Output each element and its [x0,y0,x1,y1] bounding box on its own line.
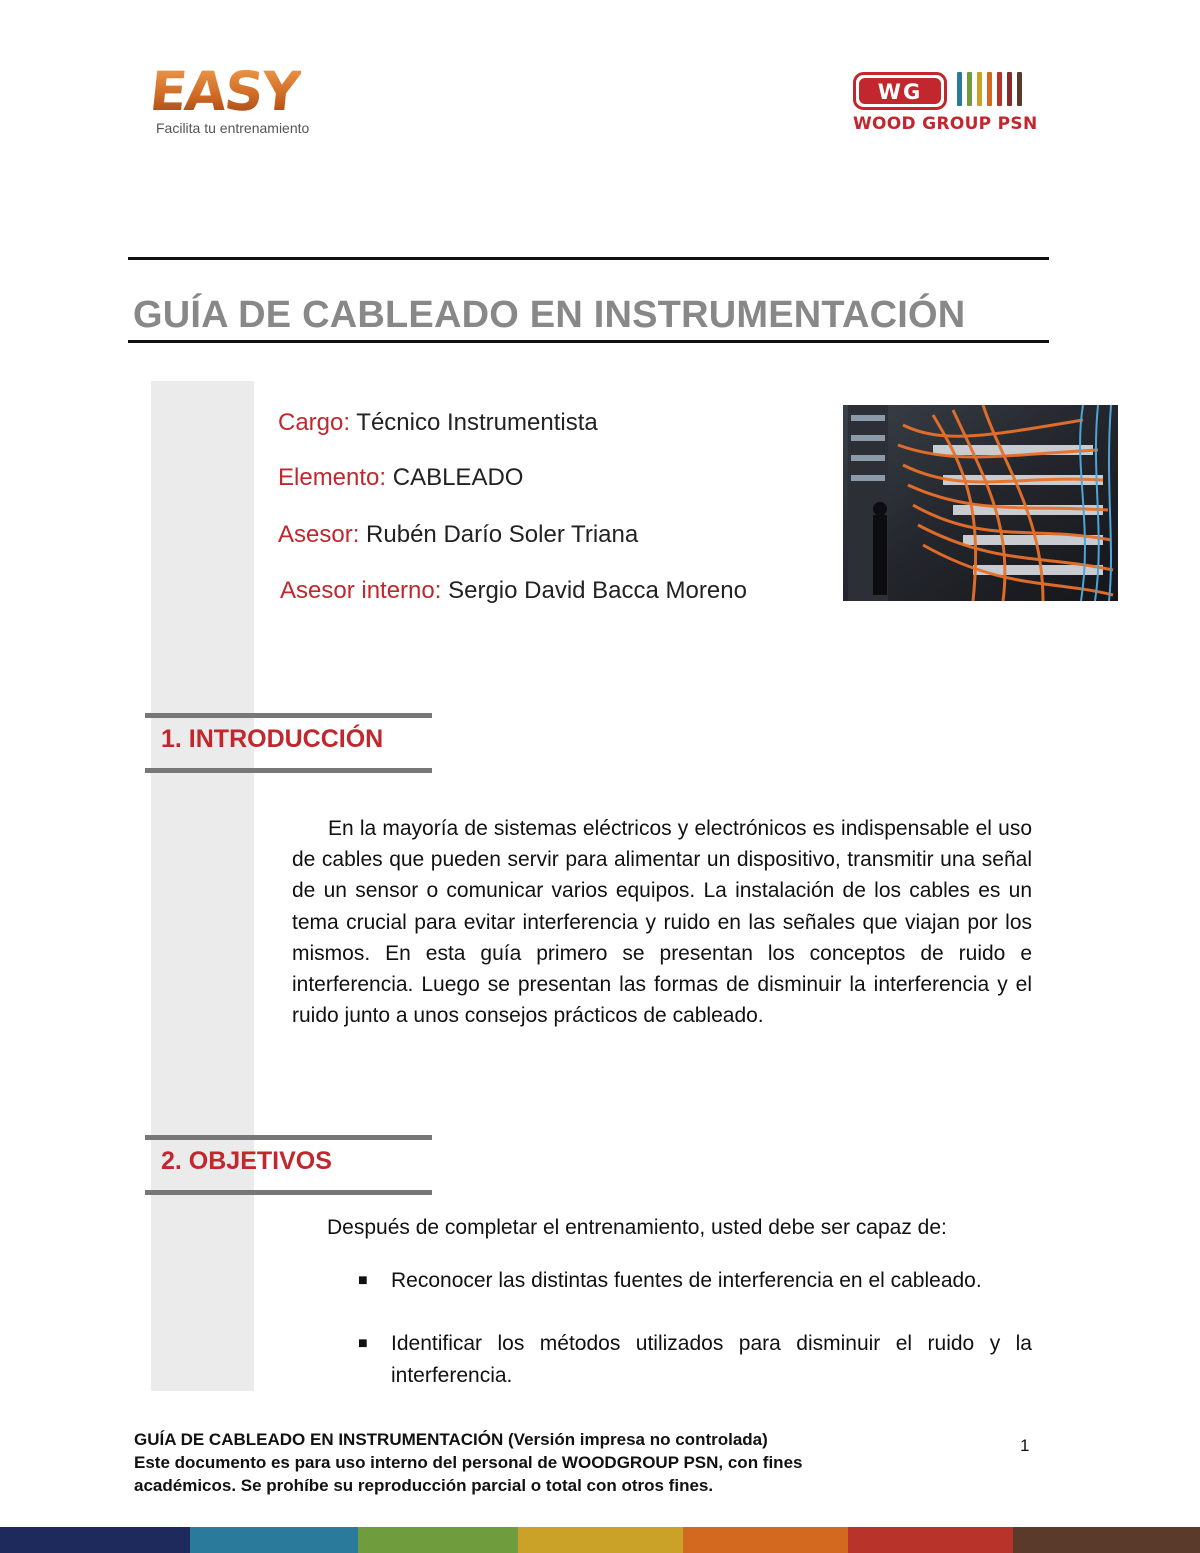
woodgroup-stripe [977,72,982,106]
meta-label: Cargo: [278,409,351,436]
footer-band-segment [0,1527,190,1553]
woodgroup-stripe [987,72,992,106]
meta-elemento [278,464,523,492]
meta-label: Asesor interno: [280,577,442,604]
objectives-rule-top [145,1135,432,1140]
meta-value: Rubén Darío Soler Triana [366,521,639,548]
objective-item [358,1328,1032,1391]
cabling-photo-image [843,405,1118,601]
easy-logo-tagline: Facilita tu entrenamiento [156,120,310,136]
title-rule-bottom [128,340,1049,343]
square-bullet-icon: ■ [358,1272,368,1289]
footer-band-segment [358,1527,518,1553]
footer-title-line [134,1428,934,1451]
footer-doc-title: GUÍA DE CABLEADO EN INSTRUMENTACIÓN [134,1430,504,1449]
footer-note [134,1428,934,1497]
footer-band-segment [1013,1527,1200,1553]
intro-rule-top [145,713,432,718]
footer-color-band [0,1527,1200,1553]
woodgroup-badge-text: WG [877,80,923,104]
woodgroup-stripe [997,72,1002,106]
meta-asesor [278,521,638,549]
intro-heading: 1. INTRODUCCIÓN [161,725,384,753]
sidebar-band [151,381,254,1391]
woodgroup-stripe [957,72,962,106]
woodgroup-stripe [1017,72,1022,106]
meta-label: Asesor: [278,521,360,548]
meta-cargo [278,409,598,437]
meta-value: Técnico Instrumentista [356,409,598,436]
woodgroup-logo [853,68,1058,138]
woodgroup-badge-icon [853,72,947,110]
woodgroup-stripes [957,72,1027,106]
objective-item [358,1265,1032,1297]
intro-paragraph: En la mayoría de sistemas eléctricos y electrónicos es indispensable el uso de cables que pueden servir para alimentar un dispositivo, transmitir una señal de un sensor o comunicar varios equipos. La instalación de los cables es un tema crucial para evitar interferencia y ruido en las señales que viajan por los mismos. En esta guía primero se presentan los conceptos de ruido e interferencia. Luego se presentan las formas de disminuir la interferencia y el ruido junto a unos consejos prácticos de cableado. [292,817,1032,1028]
cabling-photo [843,405,1118,601]
page-title: GUÍA DE CABLEADO EN INSTRUMENTACIÓN [133,294,966,336]
meta-value: CABLEADO [392,464,524,491]
square-bullet-icon: ■ [358,1335,368,1352]
easy-logo [146,60,330,142]
footer-disclaimer-line1: Este documento es para uso interno del personal de WOODGROUP PSN, con fines [134,1453,803,1472]
meta-asesor-interno [280,577,747,605]
footer-disclaimer-line2: académicos. Se prohíbe su reproducción parcial o total con otros fines. [134,1476,714,1495]
easy-logo-word: EASY [146,60,303,123]
woodgroup-name: WOOD GROUP PSN [853,114,1038,134]
title-rule-top [128,257,1049,260]
objective-text: Reconocer las distintas fuentes de interferencia en el cableado. [391,1269,982,1292]
objectives-lead: Después de completar el entrenamiento, usted debe ser capaz de: [327,1216,947,1239]
page-number: 1 [1020,1436,1030,1455]
footer-band-segment [683,1527,848,1553]
intro-rule-bottom [145,768,432,773]
footer-band-segment [848,1527,1013,1553]
meta-value: Sergio David Bacca Moreno [448,577,747,604]
meta-label: Elemento: [278,464,387,491]
woodgroup-stripe [1007,72,1012,106]
footer-band-segment [190,1527,358,1553]
objective-text: Identificar los métodos utilizados para disminuir el ruido y la interferencia. [391,1332,1032,1387]
footer-band-segment [518,1527,683,1553]
footer-version-note: (Versión impresa no controlada) [503,1430,768,1449]
objectives-heading: 2. OBJETIVOS [161,1147,332,1175]
objectives-rule-bottom [145,1190,432,1195]
woodgroup-stripe [967,72,972,106]
